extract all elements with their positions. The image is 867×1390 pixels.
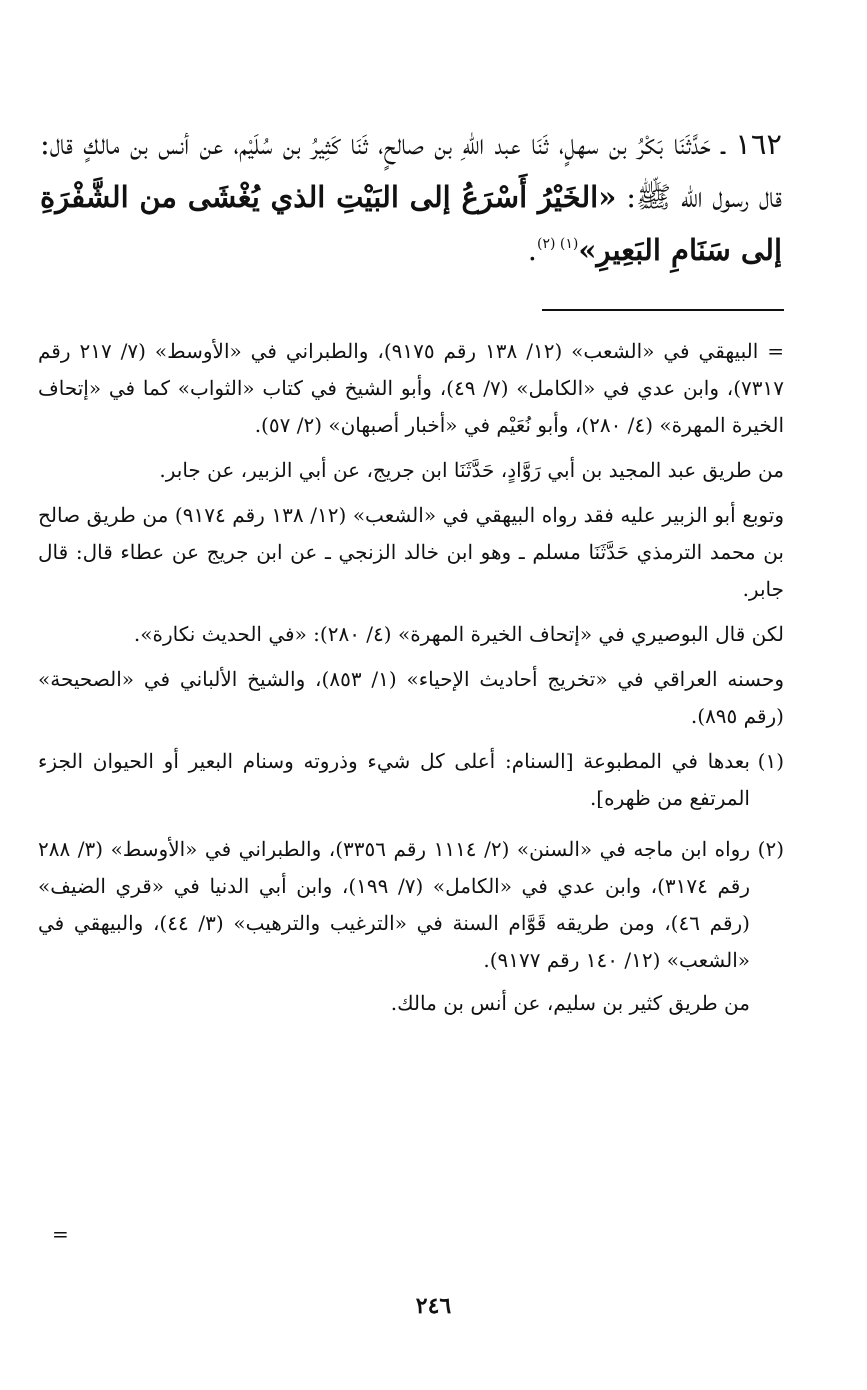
hadith-text: [40, 118, 782, 277]
note-paragraph: لكن قال البوصيري في «إتحاف الخيرة المهرة» (٤/ ٢٨٠): «في الحديث نكارة».: [133, 622, 784, 646]
footnotes: [38, 333, 784, 1036]
note-continuation: = البيهقي في «الشعب» (١٢/ ١٣٨ رقم ٩١٧٥)، والطبراني في «الأوسط» (٧/ ٢١٧ رقم ٧٣١٧)، وابن عدي في «الكامل» (٧/ ٤٩)، وأبو الشيخ في كتاب «الثواب» كما في «إتحاف الخيرة المهرة» (٤/ ٢٨٠)، وأبو نُعَيْم في «أخبار أصبهان» (٢/ ٥٧).: [38, 339, 784, 437]
footnote-refs: (١) (٢): [537, 236, 579, 252]
page-number: ٢٤٦: [415, 1293, 452, 1319]
footnote-1: [38, 743, 784, 823]
footnote-continuation-line: [38, 985, 750, 1022]
note-paragraph: وحسنه العراقي في «تخريج أحاديث الإحياء» (١/ ٨٥٣)، والشيخ الألباني في «الصحيحة» (رقم ٨٩٥).: [38, 667, 784, 728]
footnote-text: رواه ابن ماجه في «السنن» (٢/ ١١١٤ رقم ٣٣٥٦)، والطبراني في «الأوسط» (٣/ ٢٨٨ رقم ٣١٧٤)، وابن عدي في «الكامل» (٧/ ١٩٩)، وابن أبي الدنيا في «قري الضيف» (رقم ٤٦)، ومن طريقه قَوَّام السنة في «الترغيب والترهيب» (٣/ ٤٤)، والبيهقي في «الشعب» (١٢/ ١٤٠ رقم ٩١٧٧).: [38, 837, 750, 972]
footnote-text: من طريق كثير بن سليم، عن أنس بن مالك.: [390, 991, 750, 1015]
hadith-quote: «الخَيْرُ أَسْرَعُ إلى البَيْتِ الذي يُغْشَى من الشَّفْرَةِ إلى سَنَامِ البَعِيرِ»: [40, 180, 782, 267]
footnote-separator: [542, 309, 784, 311]
hadith-end: .: [527, 233, 538, 267]
continuation-mark: =: [52, 1222, 69, 1246]
footnote-body: [38, 743, 750, 823]
footnote-number: (٢): [757, 837, 784, 861]
hadith-chain: ١٦٢ ـ حَدَّثَنَا بَكْرُ بن سهلٍ، ثَنَا عبد اللهِ بن صالحٍ، ثَنَا كَثِيرُ بن سُلَيْم، عن أنس بن مالكٍ قال: قال رسول الله ﷺ:: [40, 127, 782, 214]
footnote-text: بعدها في المطبوعة [السنام: أعلى كل شيء وذروته وسنام البعير أو الحيوان الجزء المرتفع من ظهره].: [38, 749, 750, 810]
note-paragraph: من طريق عبد المجيد بن أبي رَوَّادٍ، حَدَّثَنَا ابن جريج، عن أبي الزبير، عن جابر.: [159, 458, 784, 482]
footnote-2: [38, 831, 784, 1028]
footnote-body: [38, 831, 750, 1028]
footnote-number: (١): [757, 749, 784, 773]
note-paragraph: وتوبع أبو الزبير عليه فقد رواه البيهقي في «الشعب» (١٢/ ١٣٨ رقم ٩١٧٤) من طريق صالح بن محمد الترمذي حَدَّثَنَا مسلم ـ وهو ابن خالد الزنجي ـ عن ابن جريج عن عطاء قال: قال جابر.: [38, 503, 784, 601]
